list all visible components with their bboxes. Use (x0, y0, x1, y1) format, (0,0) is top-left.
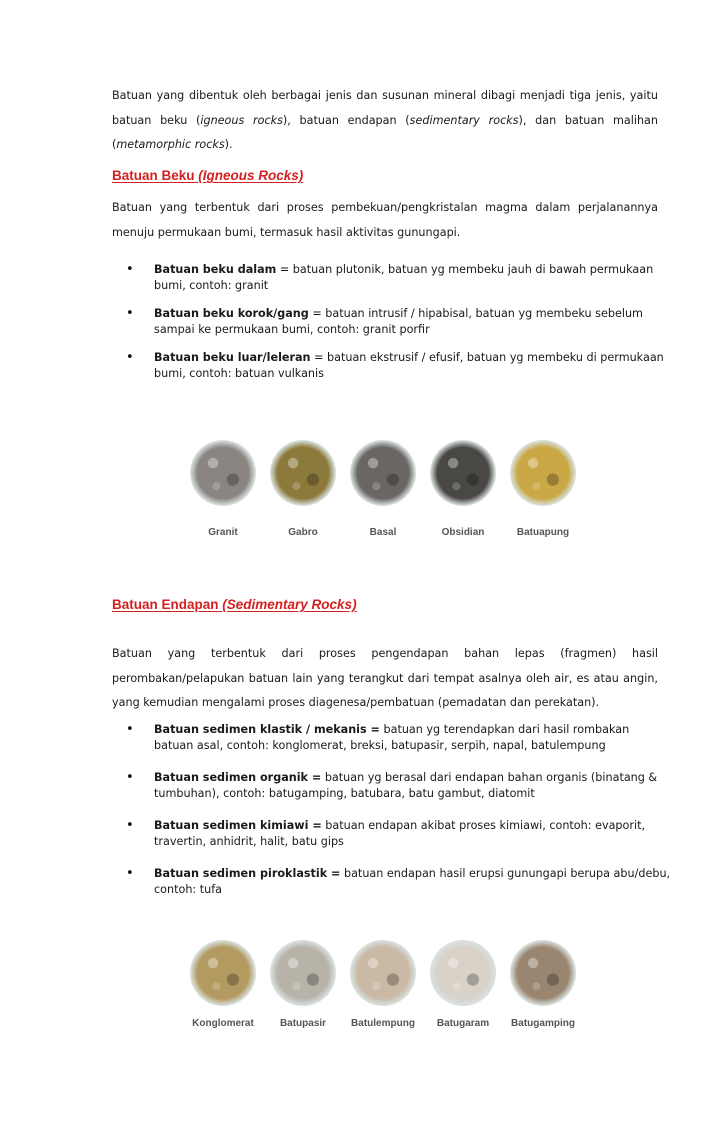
rock-label: Obsidian (441, 527, 485, 538)
item-text: = batuan plutonik, batuan yg membeku jauh di bawah permukaan bumi, contoh: granit (154, 263, 654, 292)
intro-igneous-term: igneous rocks (200, 113, 283, 127)
intro-text: ), batuan endapan ( (282, 113, 410, 127)
heading-text: Batuan Beku (112, 168, 199, 183)
rock-label: Batupasir (279, 1018, 327, 1029)
item-text: batuan yg terendapkan dari hasil rombakan batuan asal, contoh: konglomerat, breksi, batupasir, serpih, napal, batulempung (154, 723, 630, 752)
item-text: = batuan ekstrusif / efusif, batuan yg membeku di permukaan bumi, contoh: batuan vulkanis (154, 351, 664, 380)
sedimentary-heading (112, 597, 357, 612)
rock-sample-image (430, 940, 496, 1006)
sedimentary-rock-images (190, 940, 590, 1040)
rock-label: Gabro (288, 527, 318, 538)
item-text: batuan endapan akibat proses kimiawi, contoh: evaporit, travertin, anhidrit, halit, batu gips (154, 819, 646, 848)
rock-label: Batugaram (436, 1018, 490, 1029)
rock-sample-image (430, 440, 496, 506)
sedimentary-description: Batuan yang terbentuk dari proses pengendapan bahan lepas (fragmen) hasil perombakan/pelapukan batuan lain yang terangkut dari tempat asalnya oleh air, es atau angin, yang kemudian mengalami proses diagenesa/pembatuan (pemadatan dan perekatan). (112, 647, 658, 709)
list-item (112, 262, 672, 294)
igneous-rock-images (190, 440, 590, 550)
igneous-list (112, 262, 672, 382)
intro-sedimentary-term: sedimentary rocks (409, 113, 519, 127)
rock-label: Basal (369, 527, 397, 538)
item-term: Batuan beku luar/leleran (154, 351, 311, 364)
intro-text: ), dan batuan malihan ( (112, 113, 658, 151)
rock-sample-image (350, 440, 416, 506)
item-term: Batuan sedimen organik = (154, 771, 322, 784)
intro-paragraph (112, 84, 658, 158)
item-term: Batuan sedimen kimiawi = (154, 819, 322, 832)
item-term: Batuan beku dalam (154, 263, 277, 276)
rock-sample-image (270, 440, 336, 506)
rock-sample-image (350, 940, 416, 1006)
rock-sample-image (510, 940, 576, 1006)
list-item (112, 866, 672, 898)
rock-sample-image (190, 440, 256, 506)
item-term: Batuan sedimen klastik / mekanis = (154, 723, 380, 736)
rock-label: Konglomerat (192, 1018, 254, 1029)
rock-label: Batulempung (351, 1018, 415, 1029)
item-term: Batuan sedimen piroklastik = (154, 867, 341, 880)
sedimentary-list (112, 722, 672, 898)
list-item (112, 306, 672, 338)
rock-sample-image (190, 940, 256, 1006)
rock-sample-image (270, 940, 336, 1006)
item-text: batuan yg berasal dari endapan bahan organis (binatang & tumbuhan), contoh: batugamping, batubara, batu gambut, diatomit (154, 771, 658, 800)
intro-text: Batuan yang dibentuk oleh berbagai jenis dan susunan mineral dibagi menjadi tiga jenis, yaitu batuan beku ( (112, 89, 658, 127)
item-text: = batuan intrusif / hipabisal, batuan yg membeku sebelum sampai ke permukaan bumi, contoh: granit porfir (154, 307, 643, 336)
rock-label: Batugamping (511, 1018, 575, 1029)
list-item (112, 722, 672, 754)
heading-italic-text: (Sedimentary Rocks) (222, 597, 357, 612)
list-item (112, 770, 672, 802)
rock-label: Granit (208, 527, 238, 538)
rock-sample-image (510, 440, 576, 506)
rock-label: Batuapung (516, 527, 570, 538)
heading-text: Batuan Endapan (112, 597, 223, 612)
intro-metamorphic-term: metamorphic rocks (116, 138, 225, 151)
list-item (112, 350, 672, 382)
intro-text: ). (224, 138, 233, 151)
igneous-description: Batuan yang terbentuk dari proses pembekuan/pengkristalan magma dalam perjalanannya menuju permukaan bumi, termasuk hasil aktivitas gunungapi. (112, 201, 658, 239)
item-term: Batuan beku korok/gang (154, 307, 309, 320)
heading-italic-text: (Igneous Rocks) (198, 168, 304, 183)
list-item (112, 818, 672, 850)
item-text: batuan endapan hasil erupsi gunungapi berupa abu/debu, contoh: tufa (154, 867, 671, 896)
igneous-heading (112, 168, 303, 183)
